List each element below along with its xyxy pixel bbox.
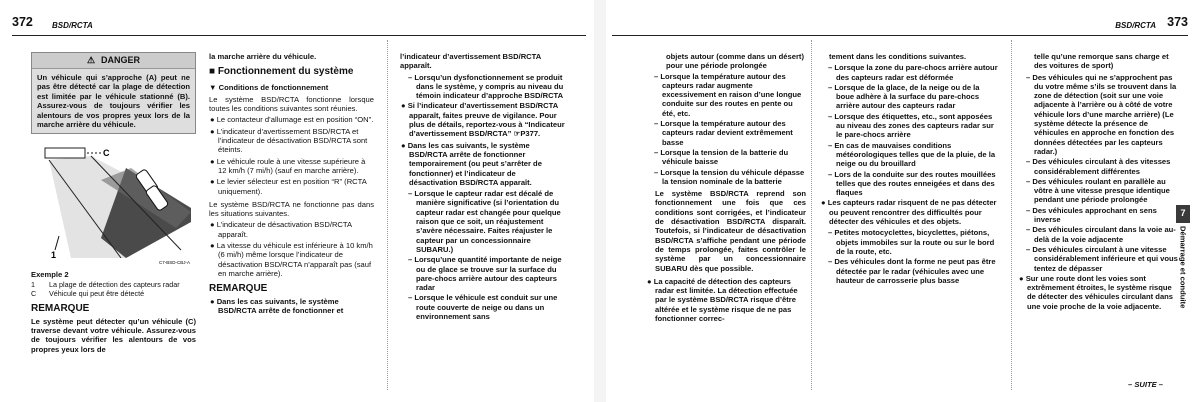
warning-triangle-icon: ⚠ <box>86 54 96 65</box>
list-item-text: Lorsque de la glace, de la neige ou de la boue adhère à la surface du pare-chocs arrière autour des capteurs radar <box>834 82 980 111</box>
list-item-text: Des véhicules qui ne s’approchent pas du votre même s’ils se trouvent dans la zone de détection (soit sur une voie adjacente à l’arrière ou à côté de votre véhicule lors d’une marche arrière) (Le système détecte la présence de véhicules en approche en fonction des données détectées par les capteurs radar.) <box>1032 72 1177 156</box>
list-item: ● La capacité de détection des capteurs radar est limitée. La détection effectuée par le système BSD/RCTA risque d’être altérée et le système risque de ne pas fonctionner correc- <box>647 276 798 324</box>
legend-text: Véhicule qui peut être détecté <box>49 289 145 299</box>
paragraph: Le système BSD/RCTA reprend son fonctionnement une fois que ces conditions sont corrigées, et l’indicateur de désactivation BSD/RCTA disparaît. Toutefois, si l’indicateur de désactivation BSD/RCTA s’affiche pendant une période de temps prolongée, faites contrôler le système par un concessionnaire SUBARU dès que possible. <box>655 189 806 273</box>
list-item: – Lorsque le véhicule est conduit sur une route couverte de neige ou dans un environnement sans <box>408 293 558 322</box>
list-item: – Lorsqu’un dysfonctionnement se produit dans le système, y compris au niveau du témoin indicateur d’approche BSD/RCTA <box>408 72 564 101</box>
legend-key: 1 <box>31 279 35 289</box>
list-item: – Lorsque la tension de la batterie du véhicule baisse <box>654 147 789 167</box>
list-item-text: Des véhicules dont la forme ne peut pas être détectée par le radar (véhicules avec une hauteur de carrosserie plus basse <box>834 257 996 285</box>
list-item: – Des véhicules dont la forme ne peut pas être détectée par le radar (véhicules avec une hauteur de carrosserie plus basse <box>828 257 996 285</box>
danger-header <box>32 53 195 69</box>
list-item-text: Lorsque des étiquettes, etc., sont apposées au niveau des zones des capteurs radar sur le pare-chocs arrière <box>834 111 994 140</box>
list-item-text: Lorsque le capteur radar est décalé de manière significative (si l’orientation du capteur radar est changée pour quelque raison que ce soit, un réajustement s’avère nécessaire. Faites réajuster le capteur par un concessionnaire SUBARU.) <box>414 189 561 254</box>
list-item: – Des véhicules circulant dans la voie au-delà de la voie adjacente <box>1026 225 1176 244</box>
continued-marker: – SUITE – <box>1128 380 1164 389</box>
column-divider <box>387 40 388 390</box>
list-item-text: Lorsqu’un dysfonctionnement se produit dans le système, y compris au niveau du témoin indicateur d’approche BSD/RCTA <box>414 72 564 101</box>
chapter-side-label: Démarrage et conduite <box>1178 226 1188 309</box>
column-divider <box>811 40 812 390</box>
list-item: ● Dans les cas suivants, le système BSD/RCTA arrête de fonctionner temporairement (ou peut s’arrêter de fonctionner) et l’indicateur de désactivation BSD/RCTA apparaît. <box>401 140 542 187</box>
list-item-text: Lorsque le véhicule est conduit sur une route couverte de neige ou dans un environnement sans <box>414 293 558 322</box>
danger-text: Un véhicule qui s’approche (A) peut ne pas être détecté car la plage de détection est limitée par le véhicule stationné (B). Assurez-vous de toujours vérifier les alentours de vos propres yeux lors de la marche arrière du véhicule. <box>37 73 190 130</box>
list-item-text: Si l’indicateur d’avertissement BSD/RCTA apparaît, faites preuve de vigilance. Pour plus de détails, reportez-vous à “Indicateur d’avertissement BSD/RCTA” ☞P377. <box>407 101 565 139</box>
list-item-text: Des véhicules circulant dans la voie au-delà de la voie adjacente <box>1032 225 1176 244</box>
section-title: ■ Fonctionnement du système <box>209 66 354 78</box>
list-item: – Lorsque la tension du véhicule dépasse la tension nominale de la batterie <box>654 167 805 186</box>
list-item-text: Lorsque la zone du pare-chocs arrière autour des capteurs radar est déformée <box>834 63 998 82</box>
list-item-text: Le levier sélecteur est en position “R” (RCTA uniquement). <box>216 177 367 196</box>
list-item: ● Le contacteur d’allumage est en position “ON”. <box>210 115 374 125</box>
right-page-section: BSD/RCTA <box>1115 21 1156 30</box>
list-item: – Lorsque le capteur radar est décalé de manière significative (si l’orientation du capteur radar est changée pour quelque raison que ce soit, un réajustement s’avère nécessaire. Faites réajuster le capteur par un concessionnaire SUBARU.) <box>408 189 561 254</box>
list-item: – Lors de la conduite sur des routes mouillées telles que des routes enneigées et dans des flaques <box>828 169 996 198</box>
list-item: – Lorsque la température autour des capteurs radar devient extrêmement basse <box>654 119 793 147</box>
list-item-text: L’indicateur d’avertissement BSD/RCTA et l’indicateur de désactivation BSD/RCTA sont éteints. <box>216 126 368 155</box>
list-item-text: Lorsque la température autour des capteurs radar augmente excessivement en raison d’une longue conduite sur des routes en pente ou été, etc. <box>660 71 802 118</box>
list-item: ● Le véhicule roule à une vitesse supérieure à 12 km/h (7 mi/h) (sauf en marche arrière). <box>210 156 366 175</box>
continued-text: la marche arrière du véhicule. <box>209 52 317 61</box>
list-item: – Des véhicules qui ne s’approchent pas du votre même s’ils se trouvent dans la zone de détection (soit sur une voie adjacente à l’arrière ou à côté de votre véhicule lors d’une marche arrière) (Le système détecte la présence de véhicules en approche en fonction des données détectées par les capteurs radar.) <box>1026 72 1177 156</box>
subsection-title: ▼ Conditions de fonctionnement <box>209 82 329 92</box>
figure-example: Exemple 2 <box>31 270 69 280</box>
list-item-text: Lors de la conduite sur des routes mouillées telles que des routes enneigées et dans des flaques <box>834 169 996 198</box>
continued-text: objets autour (comme dans un désert) pour une période prolongée <box>666 52 804 71</box>
detection-diagram <box>31 140 196 268</box>
list-item: ● Dans les cas suivants, le système BSD/RCTA arrête de fonctionner et <box>210 296 344 315</box>
left-col-2 <box>209 52 374 317</box>
left-page <box>0 0 594 402</box>
list-item-text: Sur une route dont les voies sont extrêmement étroites, le système risque de détecter des véhicules circulant dans une voie proche de la voie adjacente. <box>1025 273 1174 311</box>
list-item: ● L’indicateur d’avertissement BSD/RCTA et l’indicateur de désactivation BSD/RCTA sont éteints. <box>210 126 368 155</box>
list-item-text: Lorsque la tension de la batterie du véhicule baisse <box>660 147 789 167</box>
chapter-tab: 7 <box>1176 205 1190 223</box>
list-item: – Des véhicules circulant à une vitesse considérablement inférieure et qui vous tentez de dépasser <box>1026 244 1178 273</box>
list-item-text: Le contacteur d’allumage est en position “ON”. <box>216 115 374 125</box>
danger-box <box>31 52 196 134</box>
left-col-3 <box>400 52 566 322</box>
left-page-header <box>12 14 586 36</box>
list-item-text: La vitesse du véhicule est inférieure à 10 km/h (6 mi/h) même lorsque l’indicateur de désactivation BSD/RCTA n’apparaît pas (sauf en marche arrière). <box>216 241 373 278</box>
right-page-number: 373 <box>1167 15 1188 29</box>
list-item-text: Petites motocyclettes, bicyclettes, piétons, objets immobiles sur la route ou sur le bord de la route, etc. <box>834 228 995 256</box>
legend-key: C <box>31 289 37 299</box>
list-item-text: Le véhicule roule à une vitesse supérieure à 12 km/h (7 mi/h) (sauf en marche arrière). <box>216 156 366 175</box>
legend-row <box>31 280 196 289</box>
not-intro-text: Le système BSD/RCTA ne fonctionne pas dans les situations suivantes. <box>209 199 374 219</box>
right-page <box>606 0 1200 402</box>
list-item: – Des véhicules roulant en parallèle au vôtre à une vitesse presque identique pendant une période prolongée <box>1026 176 1170 205</box>
list-item-text: Lorsque la tension du véhicule dépasse la tension nominale de la batterie <box>660 167 805 186</box>
figure-code: C7-BSD-CBJ-A <box>159 260 191 266</box>
right-col-2 <box>820 52 998 286</box>
list-item-text: Lorsque la température autour des capteurs radar devient extrêmement basse <box>660 119 793 147</box>
continued-text: l’indicateur d’avertissement BSD/RCTA apparaît. <box>400 52 541 71</box>
list-item: ● Les capteurs radar risquent de ne pas détecter ou peuvent rencontrer des difficultés pour détecter des véhicules et des objets. <box>821 198 997 227</box>
legend-row <box>31 289 196 298</box>
list-item-text: En cas de mauvaises conditions météorologiques telles que de la pluie, de la neige ou du brouillard <box>834 140 996 169</box>
list-item: – Petites motocyclettes, bicyclettes, piétons, objets immobiles sur la route ou sur le bord de la route, etc. <box>828 228 995 256</box>
list-item: ● Si l’indicateur d’avertissement BSD/RCTA apparaît, faites preuve de vigilance. Pour plus de détails, reportez-vous à “Indicateur d’avertissement BSD/RCTA” ☞P377. <box>401 101 565 139</box>
figure-label-c: C <box>103 148 110 159</box>
list-item-text: Dans les cas suivants, le système BSD/RCTA arrête de fonctionner temporairement (ou peut s’arrêter de fonctionner) et l’indicateur de désactivation BSD/RCTA apparaît. <box>407 140 542 187</box>
continued-text: tement dans les conditions suivantes. <box>829 52 967 61</box>
left-page-number: 372 <box>12 15 33 29</box>
list-item: ● La vitesse du véhicule est inférieure à 10 km/h (6 mi/h) même lorsque l’indicateur de désactivation BSD/RCTA n’apparaît pas (sauf en marche arrière). <box>210 241 373 278</box>
legend-text: La plage de détection des capteurs radar <box>49 279 180 289</box>
continued-text: telle qu’une remorque sans charge et des voitures de sport) <box>1034 52 1169 71</box>
list-item-text: Lorsqu’une quantité importante de neige ou de glace se trouve sur la surface du pare-chocs arrière autour des capteurs radar <box>414 255 562 293</box>
list-item: – Des véhicules circulant à des vitesses considérablement différentes <box>1026 157 1171 176</box>
subsection-title-text: Conditions de fonctionnement <box>218 82 329 92</box>
list-item: – En cas de mauvaises conditions météorologiques telles que de la pluie, de la neige ou du brouillard <box>828 140 996 169</box>
remark-text: Le système peut détecter qu’un véhicule (C) traverse devant votre véhicule. Assurez-vous de toujours vérifier les alentours de vos propres yeux lors de <box>31 316 196 354</box>
list-item-text: Des véhicules circulant à une vitesse considérablement inférieure et qui vous tentez de dépasser <box>1032 244 1178 273</box>
column-divider <box>1011 40 1012 390</box>
right-page-header <box>612 14 1188 36</box>
list-item-text: L’indicateur de désactivation BSD/RCTA apparaît. <box>216 220 352 239</box>
list-item: ● Sur une route dont les voies sont extrêmement étroites, le système risque de détecter des véhicules circulant dans une voie proche de la voie adjacente. <box>1019 273 1174 311</box>
right-col-1 <box>646 52 806 325</box>
remark-title: REMARQUE <box>31 303 90 315</box>
left-col-1 <box>31 52 196 354</box>
list-item: – Lorsque de la glace, de la neige ou de la boue adhère à la surface du pare-chocs arrière autour des capteurs radar <box>828 82 980 111</box>
list-item: – Lorsqu’une quantité importante de neige ou de glace se trouve sur la surface du pare-chocs arrière autour des capteurs radar <box>408 255 562 293</box>
list-item: ● L’indicateur de désactivation BSD/RCTA apparaît. <box>210 220 352 239</box>
list-item-text: Des véhicules approchant en sens inverse <box>1032 205 1157 225</box>
list-item-text: Dans les cas suivants, le système BSD/RCTA arrête de fonctionner et <box>216 296 344 315</box>
page-gutter <box>594 0 606 402</box>
danger-label: DANGER <box>101 54 141 65</box>
detection-figure <box>31 140 196 268</box>
list-item: – Lorsque la zone du pare-chocs arrière autour des capteurs radar est déformée <box>828 63 998 82</box>
left-page-section: BSD/RCTA <box>52 21 93 30</box>
intro-text: Le système BSD/RCTA fonctionne lorsque toutes les conditions suivantes sont réunies. <box>209 94 374 114</box>
right-col-3 <box>1018 52 1178 313</box>
list-item-text: La capacité de détection des capteurs radar est limitée. La détection effectuée par le système BSD/RCTA risque d’être altérée et le système risque de ne pas fonctionner correc- <box>653 276 798 324</box>
remark-title: REMARQUE <box>209 283 268 295</box>
list-item-text: Des véhicules roulant en parallèle au vôtre à une vitesse presque identique pendant une période prolongée <box>1032 176 1170 205</box>
section-title-text: Fonctionnement du système <box>217 66 354 78</box>
list-item: – Lorsque la température autour des capteurs radar augmente excessivement en raison d’une longue conduite sur des routes en pente ou été, etc. <box>654 71 802 118</box>
list-item: – Des véhicules approchant en sens inverse <box>1026 205 1157 225</box>
list-item: – Lorsque des étiquettes, etc., sont apposées au niveau des zones des capteurs radar sur le pare-chocs arrière <box>828 111 994 140</box>
list-item-text: Des véhicules circulant à des vitesses considérablement différentes <box>1032 157 1171 176</box>
figure-label-1: 1 <box>51 250 57 261</box>
list-item: ● Le levier sélecteur est en position “R” (RCTA uniquement). <box>210 177 367 196</box>
list-item-text: Les capteurs radar risquent de ne pas détecter ou peuvent rencontrer des difficultés pour détecter des véhicules et des objets. <box>827 198 997 227</box>
